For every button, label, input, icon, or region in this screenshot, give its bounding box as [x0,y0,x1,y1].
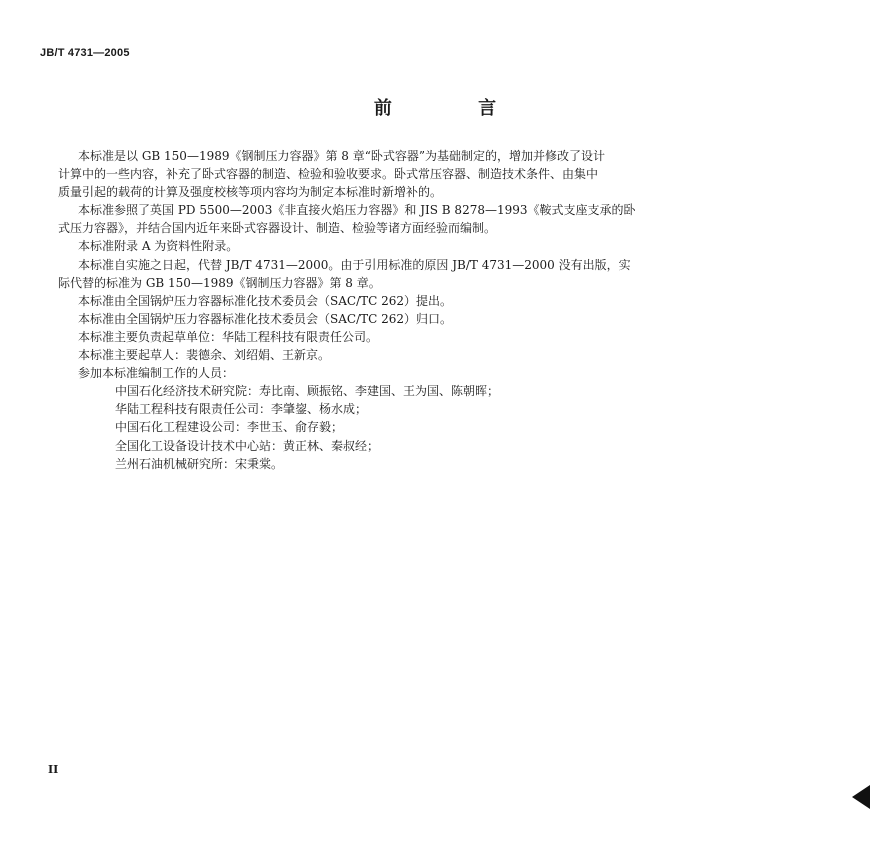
paragraph-line: 本标准由全国锅炉压力容器标准化技术委员会（SAC/TC 262）归口。 [78,311,453,326]
participant-item: 全国化工设备设计技术中心站：黄正林、秦叔经； [115,438,380,453]
paragraph-line: 本标准主要起草人：裴德余、刘绍娟、王新京。 [78,348,331,363]
paragraph-line: 式压力容器》，并结合国内近年来卧式容器设计、制造、检验等诸方面经验而编制。 [58,221,497,236]
corner-mark [852,785,870,809]
participant-item: 兰州石油机械研究所：宋秉棠。 [115,456,284,471]
page-title: 前 言 [373,98,537,119]
paragraph-line: 本标准由全国锅炉压力容器标准化技术委员会（SAC/TC 262）提出。 [78,293,453,308]
paragraph-line: 本标准参照了英国 PD 5500—2003《非直接火焰压力容器》和 JIS B 8278—1993《鞍式支座支承的卧 [78,203,636,218]
paragraph-line: 本标准附录 A 为资料性附录。 [78,239,239,254]
paragraph-line: 参加本标准编制工作的人员： [78,366,235,381]
participant-item: 中国石化经济技术研究院：寿比南、顾振铭、李建国、王为国、陈朝晖； [115,384,500,399]
participant-list [115,382,790,472]
standard-code: JB/T 4731—2005 [40,47,130,59]
paragraph-line: 本标准是以 GB 150—1989《钢制压力容器》第 8 章“卧式容器”为基础制定的，增加并修改了设计 [78,149,606,163]
paragraph-line: 际代替的标准为 GB 150—1989《钢制压力容器》第 8 章。 [58,275,381,290]
participant-item: 中国石化工程建设公司：李世玉、俞存毅； [115,420,344,435]
participant-item: 华陆工程科技有限责任公司：李肇鋆、杨水成； [115,402,368,417]
paragraph-line: 计算中的一些内容，补充了卧式容器的制造、检验和验收要求。卧式常压容器、制造技术条件、由集中 [58,167,599,182]
page-number: II [48,763,59,776]
preface-body [58,147,790,473]
paragraph-line: 本标准主要负责起草单位：华陆工程科技有限责任公司。 [78,329,379,344]
paragraph-line: 质量引起的载荷的计算及强度校核等项内容均为制定本标准时新增补的。 [58,185,443,200]
paragraph-line: 本标准自实施之日起，代替 JB/T 4731—2000。由于引用标准的原因 JB/T 4731—2000 没有出版，实 [78,257,631,272]
